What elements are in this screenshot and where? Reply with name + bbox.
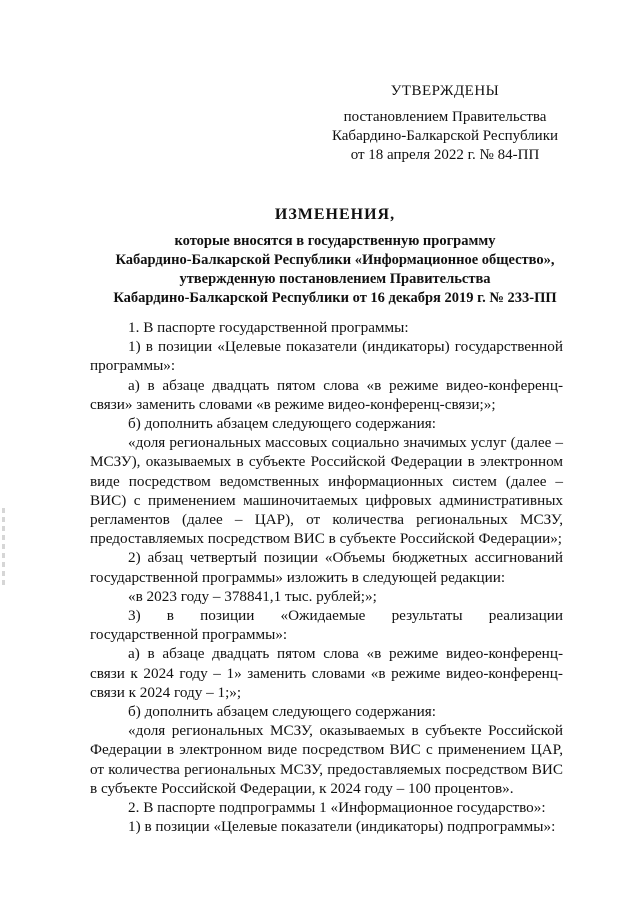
paragraph: «доля региональных массовых социально значимых услуг (далее – МСЗУ), оказываемых в субъекте Российской Федерации в электронном виде посредством ведомственных информационных систем (далее – ВИС) с применением машиночитаемых цифровых административных регламентов (далее – ЦАР), от количества региональных МСЗУ, предоставляемых посредством ВИС в субъекте Российской Федерации»;	[90, 434, 563, 548]
document-subtitle-line: утвержденную постановлением Правительства	[179, 271, 491, 287]
paragraph: 1) в позиции «Целевые показатели (индикаторы) государственной программы»:	[90, 338, 563, 375]
paragraph: «в 2023 году – 378841,1 тыс. рублей;»;	[128, 587, 377, 605]
approval-line: от 18 апреля 2022 г. № 84-ПП	[350, 147, 540, 163]
scan-edge-mark	[2, 508, 5, 588]
paragraph: а) в абзаце двадцать пятом слова «в режиме видео-конференц-связи» заменить словами «в режиме видео-конференц-связи;»;	[90, 376, 563, 413]
document-subtitle-line: которые вносятся в государственную программу	[174, 233, 496, 249]
document-body	[90, 318, 563, 836]
paragraph: 2. В паспорте подпрограммы 1 «Информационное государство»:	[128, 799, 546, 817]
paragraph: 1) в позиции «Целевые показатели (индикаторы) подпрограммы»:	[128, 818, 556, 836]
document-subtitle-line: Кабардино-Балкарской Республики «Информационное общество»,	[115, 252, 555, 268]
paragraph: а) в абзаце двадцать пятом слова «в режиме видео-конференц-связи к 2024 году – 1» заменить словами «в режиме видео-конференц-связи к 2024 году – 1;»;	[90, 645, 563, 701]
approval-title: УТВЕРЖДЕНЫ	[390, 83, 500, 99]
paragraph: «доля региональных МСЗУ, оказываемых в субъекте Российской Федерации в электронном виде посредством ВИС с применением ЦАР, от количества региональных МСЗУ, предоставляемых посредством ВИС в субъекте Российской Федерации, к 2024 году – 100 процентов».	[90, 722, 563, 797]
paragraph: 3) в позиции «Ожидаемые результаты реализации государственной программы»:	[90, 607, 563, 644]
document-subtitle-line: Кабардино-Балкарской Республики от 16 декабря 2019 г. № 233-ПП	[113, 290, 557, 306]
approval-line: постановлением Правительства	[343, 109, 547, 125]
document-title: ИЗМЕНЕНИЯ,	[274, 206, 396, 223]
paragraph: б) дополнить абзацем следующего содержания:	[128, 703, 436, 721]
approval-line: Кабардино-Балкарской Республики	[331, 128, 559, 144]
paragraph: б) дополнить абзацем следующего содержания:	[128, 415, 436, 433]
paragraph: 2) абзац четвертый позиции «Объемы бюджетных ассигнований государственной программы» изложить в следующей редакции:	[90, 549, 563, 586]
paragraph: 1. В паспорте государственной программы:	[128, 319, 409, 336]
